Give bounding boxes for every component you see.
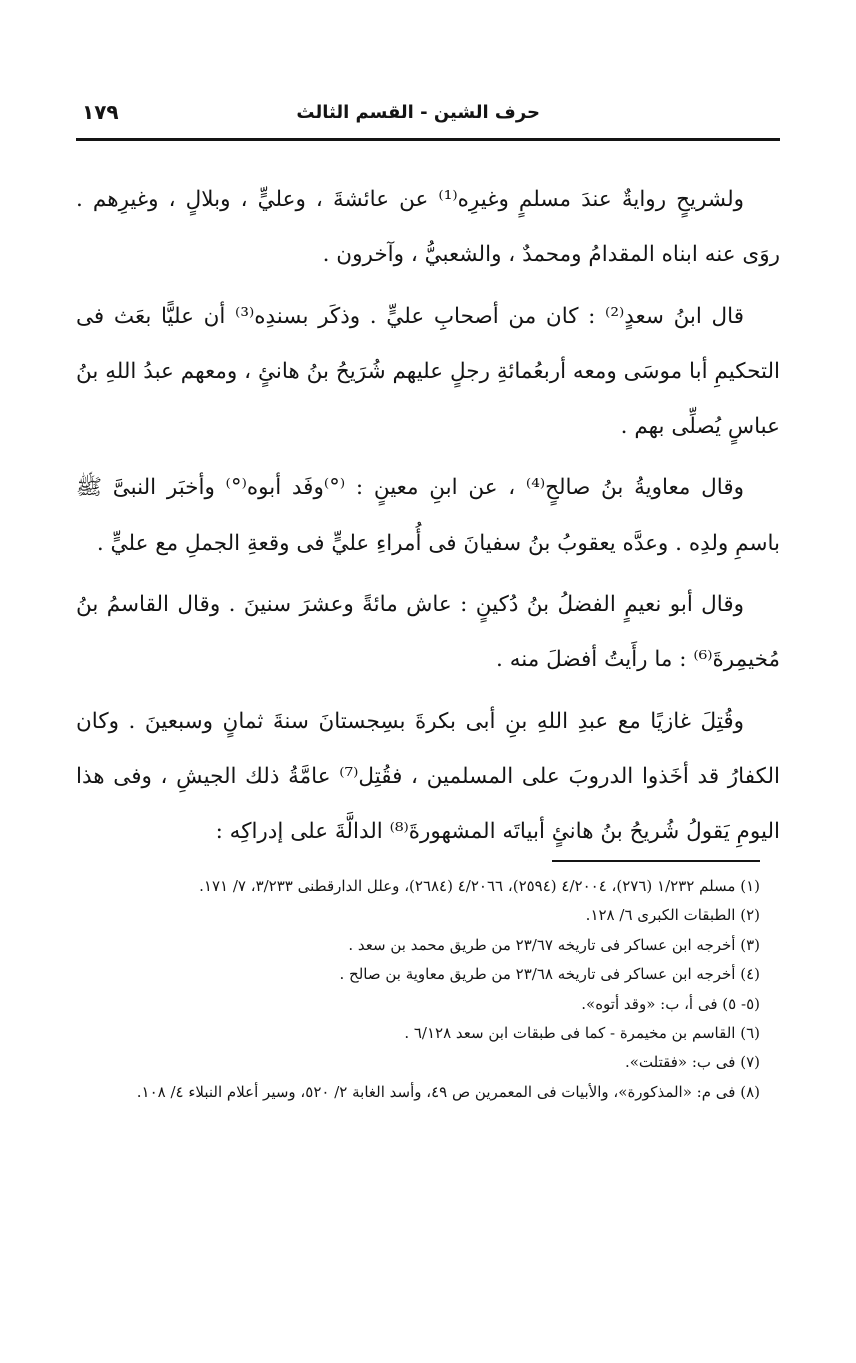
footnote: (٥- ٥) فى أ، ب: «وقد أتوه».	[581, 994, 760, 1013]
header-rule	[76, 138, 780, 141]
footnote: (١) مسلم ١/٢٣٢ (٢٧٦)، ٤/٢٠٠٤ (٢٥٩٤)، ٤/٢٠٦٦ (٢٦٨٤)، وعلل الدارقطنى ٣/٢٣٣، ٧/ ١٧١.	[199, 877, 760, 895]
paragraph: وقال معاويةُ بنُ صالحٍ⁽⁴⁾ ، عن ابنِ معينٍ : ⁽°⁾وفَد أبوه⁽°⁾ وأخبَر النبىَّ ﷺ باسمِ ولدِه . وعدَّه يعقوبُ بنُ سفيانَ فى أُمراءِ عليٍّ فى وقعةِ الجملِ مع عليٍّ .	[76, 475, 780, 556]
footnotes	[76, 872, 760, 1107]
paragraph: وقال أبو نعيمٍ الفضلُ بنُ دُكينٍ : عاش مائةً وعشرَ سنينَ . وقال القاسمُ بنُ مُخيمِرةَ⁽⁶⁾ : ما رأَيتُ أفضلَ منه .	[76, 592, 780, 673]
footnote: (٧) فى ب: «فقتلت».	[624, 1053, 760, 1072]
paragraph: ولشريحٍ روايةٌ عندَ مسلمٍ وغيرِه⁽¹⁾ عن عائشةَ ، وعليٍّ ، وبلالٍ ، وغيرِهم . روَى عنه ابناه المقدامُ ومحمدٌ ، والشعبيُّ ، وآخرون .	[76, 187, 780, 268]
main-text	[76, 172, 780, 860]
paragraph: قال ابنُ سعدٍ⁽²⁾ : كان من أصحابِ عليٍّ . وذكَر بسندِه⁽³⁾ أن عليًّا بعَث فى التحكيمِ أبا موسَى ومعه أربعُمائةِ رجلٍ عليهم شُرَيحُ بنُ هانئٍ ، ومعهم عبدُ اللهِ بنُ عباسٍ يُصلِّى بهم .	[76, 303, 780, 440]
footnote: (٦) القاسم بن مخيمرة - كما فى طبقات ابن سعد ٦/١٢٨ .	[404, 1024, 760, 1043]
footnote: (٣) أخرجه ابن عساكر فى تاريخه ٢٣/٦٧ من طريق محمد بن سعد .	[348, 935, 760, 954]
running-header	[76, 100, 780, 132]
running-title: حرف الشين - القسم الثالث	[296, 102, 540, 123]
footnote: (٤) أخرجه ابن عساكر فى تاريخه ٢٣/٦٨ من طريق معاوية بن صالح .	[339, 965, 760, 984]
paragraph: وقُتِلَ غازيًا مع عبدِ اللهِ بنِ أبى بكرةَ بسِجستانَ سنةَ ثمانٍ وسبعينَ . وكان الكفارُ قد أخَذوا الدروبَ على المسلمين ، فقُتِل⁽⁷⁾ عامَّةُ ذلك الجيشِ ، وفى هذا اليومِ يَقولُ شُريحُ بنُ هانئٍ أبياتَه المشهورةَ⁽⁸⁾ الدالَّةَ على إدراكِه :	[76, 708, 781, 845]
page-number: ١٧٩	[82, 100, 119, 124]
footnote-separator	[552, 860, 760, 862]
footnote: (٨) فى م: «المذكورة»، والأبيات فى المعمرين ص ٤٩، وأسد الغابة ٢/ ٥٢٠، وسير أعلام النبلاء ٤/ ١٠٨.	[136, 1082, 760, 1101]
footnote: (٢) الطبقات الكبرى ٦/ ١٢٨.	[585, 906, 760, 925]
